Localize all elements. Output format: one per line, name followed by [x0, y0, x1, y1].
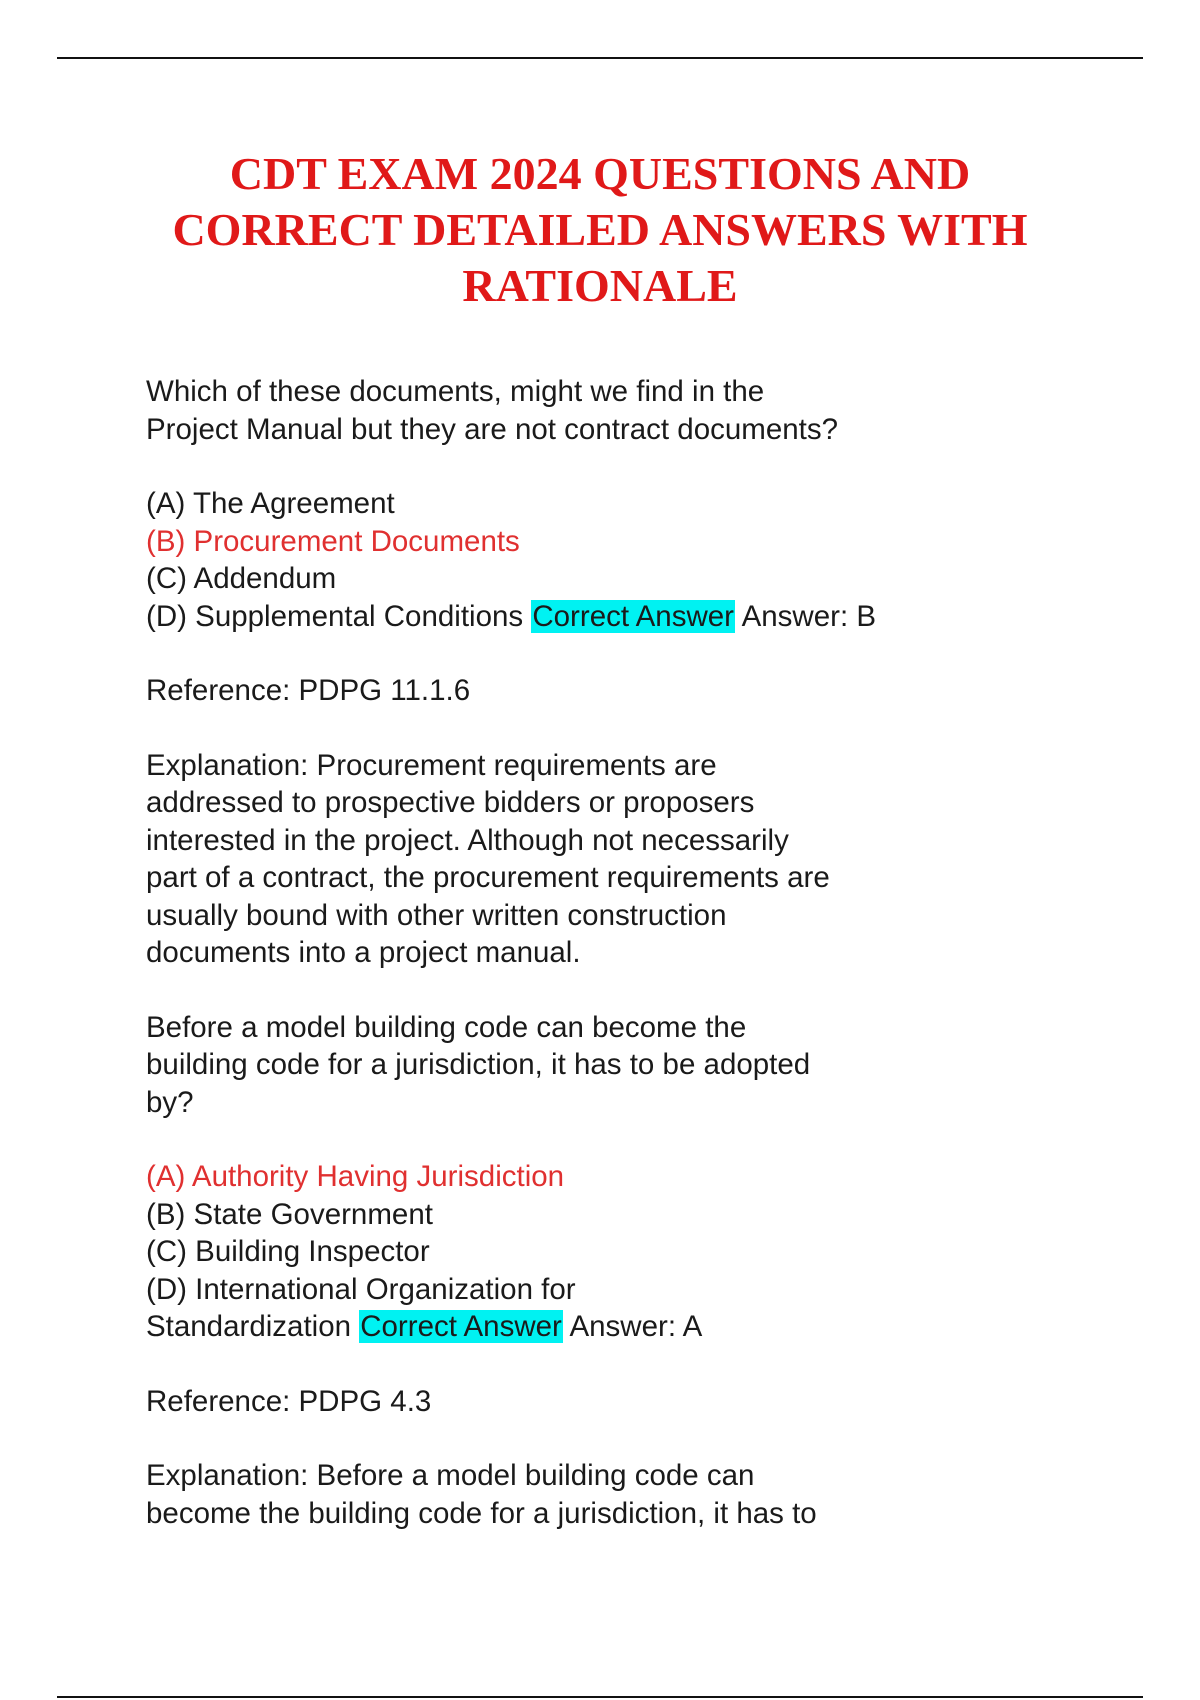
option-b-correct: (B) Procurement Documents	[146, 524, 520, 558]
question-1-reference: Reference: PDPG 11.1.6	[146, 674, 471, 707]
document-title	[60, 146, 1140, 314]
correct-answer-highlight: Correct Answer	[532, 599, 734, 633]
title-line: CDT EXAM 2024 QUESTIONS AND	[229, 148, 971, 199]
question-2-text: Before a model building code can become the building code for a jurisdiction, it has to be adopted by?	[146, 1010, 811, 1119]
question-2-explanation: Explanation: Before a model building code can become the building code for a jurisdiction, it has to	[146, 1459, 817, 1530]
question-2-reference: Reference: PDPG 4.3	[146, 1384, 432, 1418]
title-line: CORRECT DETAILED ANSWERS WITH	[172, 204, 1028, 255]
option-b: (B) State Government	[146, 1197, 433, 1231]
correct-answer-highlight: Correct Answer	[360, 1310, 562, 1343]
question-1-options	[146, 485, 1046, 635]
option-c: (C) Building Inspector	[146, 1235, 430, 1268]
title-line: RATIONALE	[462, 260, 738, 311]
option-d-with-answer	[146, 598, 1046, 636]
question-1-text: Which of these documents, might we find in the Project Manual but they are not contract documents?	[146, 375, 838, 446]
top-rule	[57, 57, 1143, 59]
option-d: (D) Supplemental Conditions	[146, 599, 524, 633]
question-2-options	[146, 1158, 1046, 1346]
option-d: (D) International Organization for	[146, 1272, 576, 1306]
answer-text: Answer: A	[569, 1310, 703, 1343]
question-1-explanation: Explanation: Procurement requirements are addressed to prospective bidders or proposers interested in the project. Although not necessarily part of a contract, the procurement requirements are usually bound with other written construction documents into a project manual.	[146, 748, 830, 969]
option-d-continued-with-answer: Standardization Correct Answer Answer: A	[146, 1310, 703, 1343]
answer-text: Answer: B	[741, 599, 877, 633]
document-body	[146, 373, 1046, 1532]
option-c: (C) Addendum	[146, 562, 337, 595]
option-a-correct: (A) Authority Having Jurisdiction	[146, 1160, 565, 1193]
bottom-rule	[57, 1696, 1143, 1698]
option-a: (A) The Agreement	[146, 487, 395, 520]
